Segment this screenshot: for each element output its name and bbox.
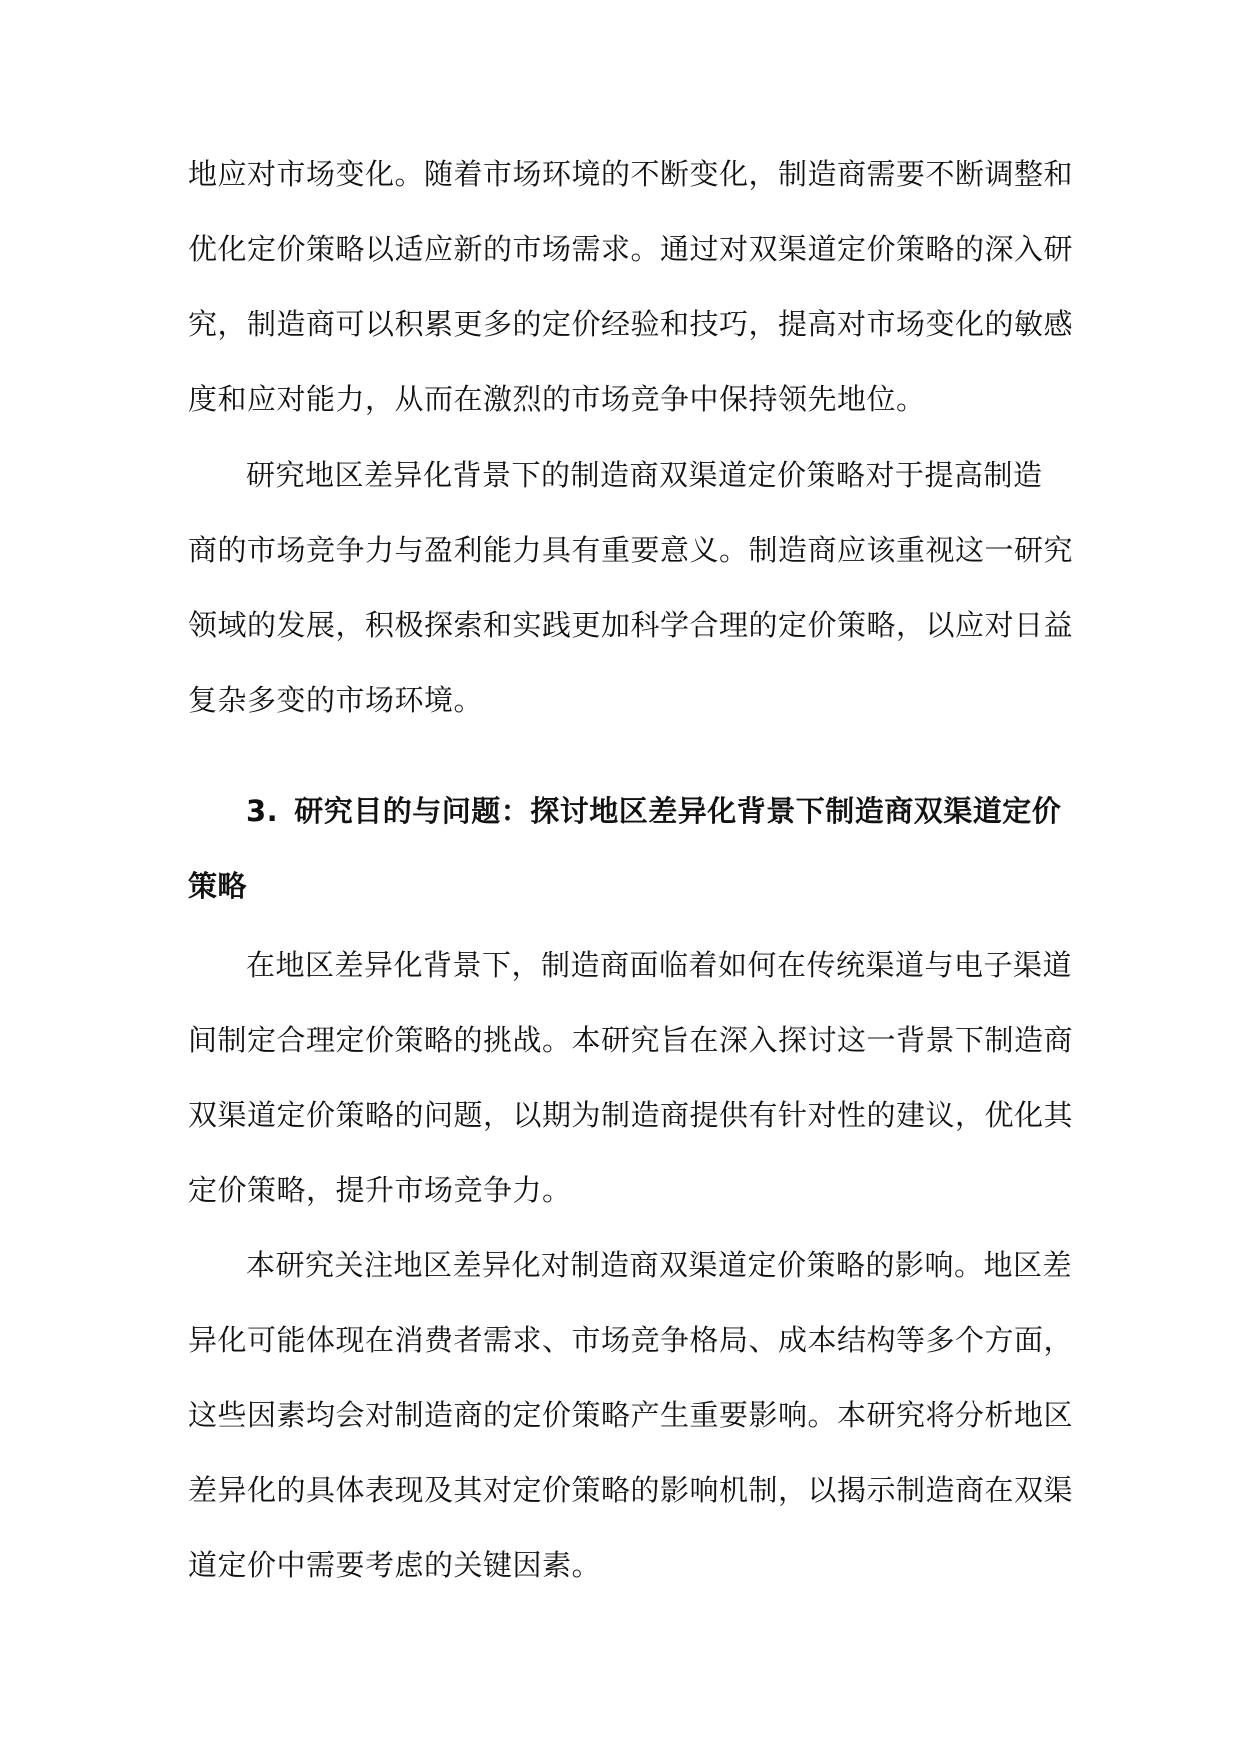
paragraph-line: 复杂多变的市场环境。 (188, 683, 484, 717)
section-title-part-1: 研究目的与问题：探讨地区差异化背景下制造商双渠道定价 (294, 794, 1062, 828)
paragraph-line: 双渠道定价策略的问题，以期为制造商提供有针对性的建议，优化其 (188, 1098, 1074, 1132)
paragraph-line: 异化可能体现在消费者需求、市场竞争格局、成本结构等多个方面， (188, 1323, 1074, 1357)
paragraph-line: 本研究关注地区差异化对制造商双渠道定价策略的影响。地区差 (246, 1248, 1073, 1282)
paragraph-2 (188, 438, 1074, 738)
paragraph-1 (188, 137, 1074, 437)
paragraph-3 (188, 928, 1074, 1228)
paragraph-line: 地应对市场变化。随着市场环境的不断变化，制造商需要不断调整和 (188, 157, 1074, 191)
section-heading (188, 774, 1068, 924)
paragraph-line: 这些因素均会对制造商的定价策略产生重要影响。本研究将分析地区 (188, 1398, 1074, 1432)
paragraph-line: 优化定价策略以适应新的市场需求。通过对双渠道定价策略的深入研 (188, 232, 1074, 266)
paragraph-line: 度和应对能力，从而在激烈的市场竞争中保持领先地位。 (188, 382, 926, 416)
paragraph-line: 在地区差异化背景下，制造商面临着如何在传统渠道与电子渠道 (246, 948, 1073, 982)
paragraph-line: 道定价中需要考虑的关键因素。 (188, 1548, 602, 1582)
section-number: 3. (246, 794, 279, 828)
paragraph-line: 商的市场竞争力与盈利能力具有重要意义。制造商应该重视这一研究 (188, 533, 1074, 567)
section-title-part-2: 策略 (188, 869, 248, 903)
paragraph-line: 究，制造商可以积累更多的定价经验和技巧，提高对市场变化的敏感 (188, 307, 1074, 341)
paragraph-line: 差异化的具体表现及其对定价策略的影响机制，以揭示制造商在双渠 (188, 1473, 1074, 1507)
paragraph-line: 定价策略，提升市场竞争力。 (188, 1173, 572, 1207)
paragraph-line: 研究地区差异化背景下的制造商双渠道定价策略对于提高制造 (246, 458, 1043, 492)
paragraph-line: 间制定合理定价策略的挑战。本研究旨在深入探讨这一背景下制造商 (188, 1023, 1074, 1057)
section-heading-line-1 (188, 774, 1068, 849)
paragraph-line: 领域的发展，积极探索和实践更加科学合理的定价策略，以应对日益 (188, 608, 1074, 642)
paragraph-4 (188, 1228, 1074, 1603)
